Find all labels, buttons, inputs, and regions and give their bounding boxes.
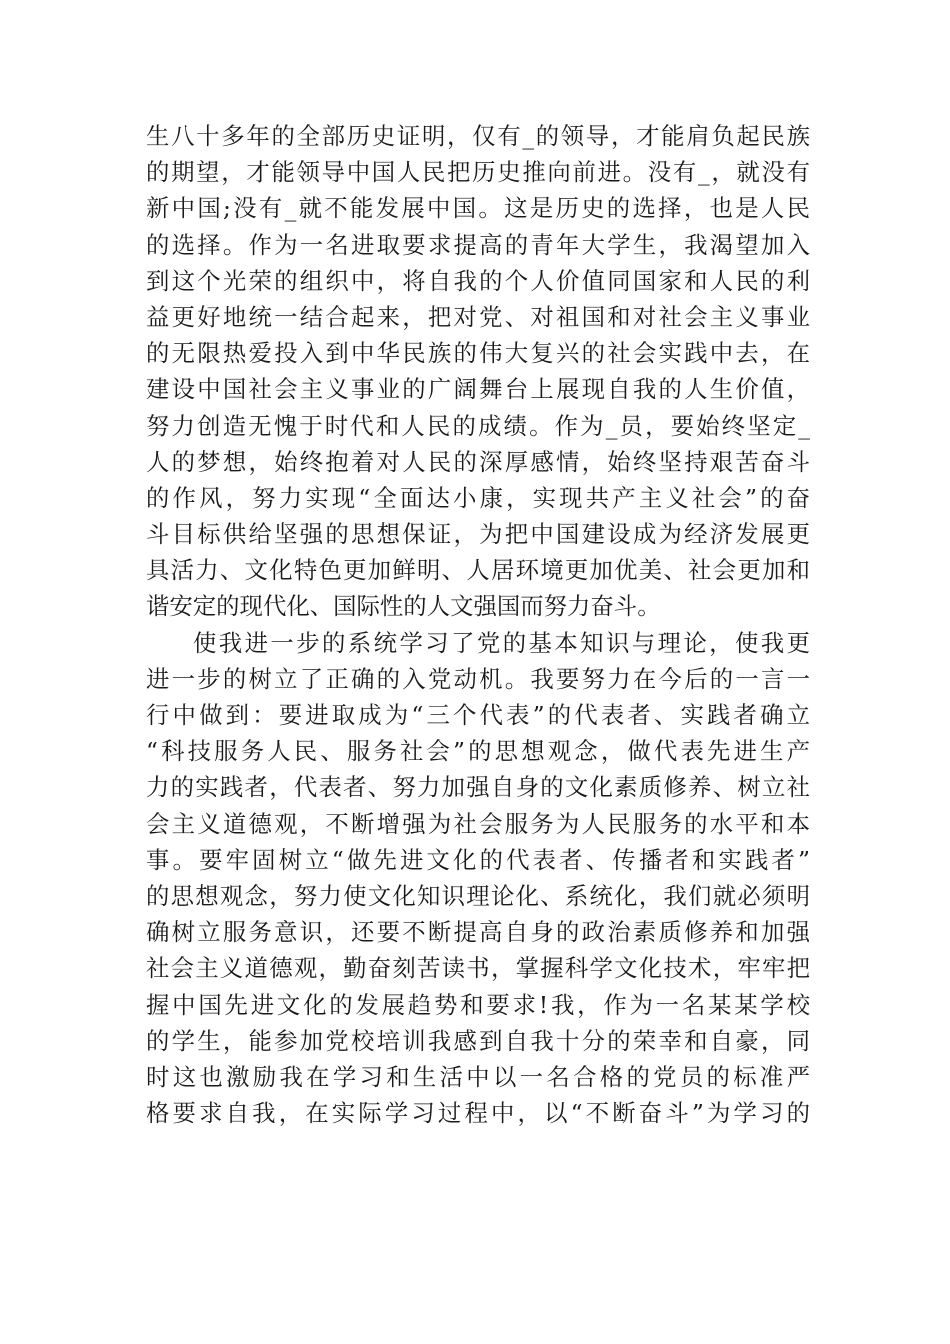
text-line: 行中做到：要进取成为“三个代表”的代表者、实践者确立 xyxy=(146,701,810,729)
text-line: 努力创造无愧于时代和人民的成绩。作为_员，要始终坚定_ xyxy=(146,411,810,440)
text-line: 的学生，能参加党校培训我感到自我十分的荣幸和自豪，同 xyxy=(146,1026,810,1055)
paragraph-2 xyxy=(146,625,810,1132)
text-line: 确树立服务意识，还要不断提高自身的政治素质修养和加强 xyxy=(146,918,810,947)
text-line: “科技服务人民、服务社会”的思想观念，做代表先进生产 xyxy=(146,737,810,766)
text-line: 握中国先进文化的发展趋势和要求!我，作为一名某某学校 xyxy=(146,990,810,1019)
text-line: 使我进一步的系统学习了党的基本知识与理论，使我更 xyxy=(193,628,810,657)
document-body xyxy=(146,118,810,1131)
text-line: 事。要牢固树立“做先进文化的代表者、传播者和实践者” xyxy=(146,845,810,874)
text-line: 的选择。作为一名进取要求提高的青年大学生，我渴望加入 xyxy=(146,230,810,259)
text-line: 的思想观念，努力使文化知识理论化、系统化，我们就必须明 xyxy=(146,881,810,910)
text-line: 时这也激励我在学习和生活中以一名合格的党员的标准严 xyxy=(146,1062,810,1091)
text-line: 的期望，才能领导中国人民把历史推向前进。没有_，就没有 xyxy=(146,158,810,187)
text-line: 具活力、文化特色更加鲜明、人居环境更加优美、社会更加和 xyxy=(146,556,810,585)
text-line: 人的梦想，始终抱着对人民的深厚感情，始终坚持艰苦奋斗 xyxy=(146,447,810,476)
text-line: 社会主义道德观，勤奋刻苦读书，掌握科学文化技术，牢牢把 xyxy=(146,954,810,983)
text-line: 到这个光荣的组织中，将自我的个人价值同国家和人民的利 xyxy=(146,266,810,295)
text-line: 进一步的树立了正确的入党动机。我要努力在今后的一言一 xyxy=(146,664,810,693)
text-line: 斗目标供给坚强的思想保证，为把中国建设成为经济发展更 xyxy=(146,520,810,549)
text-line: 生八十多年的全部历史证明，仅有_的领导，才能肩负起民族 xyxy=(146,122,810,150)
text-line: 建设中国社会主义事业的广阔舞台上展现自我的人生价值， xyxy=(146,375,810,404)
text-line: 新中国;没有_就不能发展中国。这是历史的选择，也是人民 xyxy=(146,194,810,223)
text-line: 益更好地统一结合起来，把对党、对祖国和对社会主义事业 xyxy=(146,302,810,331)
text-line: 会主义道德观，不断增强为社会服务为人民服务的水平和本 xyxy=(146,809,810,838)
text-line: 格要求自我，在实际学习过程中，以“不断奋斗”为学习的 xyxy=(146,1099,810,1128)
text-line: 力的实践者，代表者、努力加强自身的文化素质修养、树立社 xyxy=(146,773,810,802)
text-line: 的作风，努力实现“全面达小康，实现共产主义社会”的奋 xyxy=(146,483,810,512)
text-line: 的无限热爱投入到中华民族的伟大复兴的社会实践中去，在 xyxy=(146,339,810,368)
paragraph-1 xyxy=(146,118,810,625)
text-line: 谐安定的现代化、国际性的人文强国而努力奋斗。 xyxy=(146,592,661,621)
